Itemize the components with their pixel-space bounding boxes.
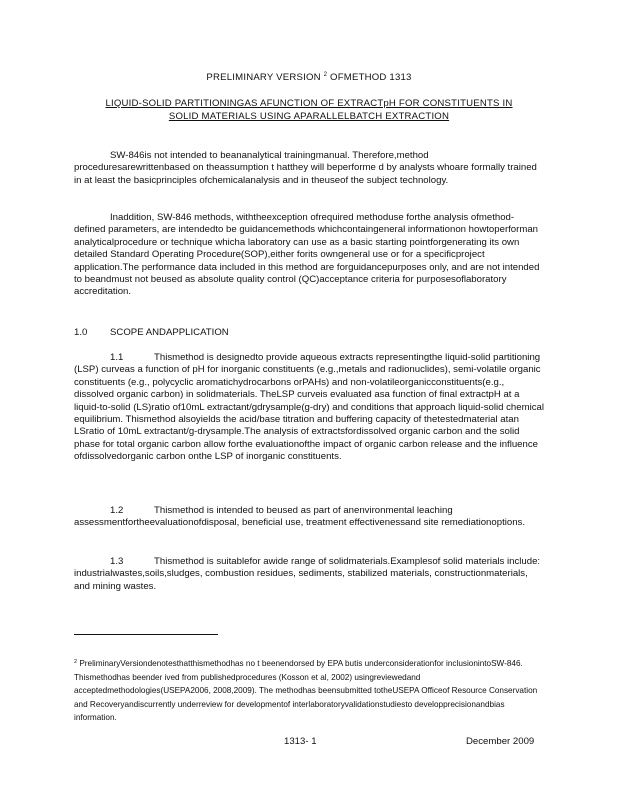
method-subtitle-line2: [0, 111, 618, 122]
section-number: 1.0: [74, 327, 88, 338]
subsection-number: 1.2: [110, 505, 124, 516]
method-subtitle-line1: [0, 98, 618, 109]
subsection-1-1: [74, 352, 544, 464]
subtitle-line1-text: LIQUID-SOLID PARTITIONINGAS AFUNCTION OF EXTRACTpH FOR CONSTITUENTS IN: [105, 98, 513, 109]
section-title: SCOPE ANDAPPLICATION: [110, 327, 229, 338]
subsection-text: Thismethod is designedto provide aqueous extracts representingthe liquid-solid partitioning (LSP) curveas a function of pH for inorganic constituents (e.g.,metals and radionuclides), semi-volatile organic constituents (e.g., polycyclic aromatichydrocarbons orPAHs) and non-volatileorganicconstituents(e.g., dissolved organic carbon) in solidmaterials. TheLSP curveis evaluated asa function of final extractpH at a liquid-to-solid (LS)ratio of10mL extractant/gdrysample(g-dry) and conditions that approach liquid-solid chemical equilibrium. Thismethod alsoyields the acid/base titration and buffering capacity of thetestedmaterial atan LSratio of 10mL extractant/g-drysample.The analysis of extractsfordissolved organic carbon and the solid phase for total organic carbon allow forthe evaluationofthe impact of organic carbon release and the influence ofdissolvedorganic carbon onthe LSP of inorganic constituents.: [74, 352, 544, 463]
intro-paragraph-1: SW-846is not intended to beananalytical trainingmanual. Therefore,method proceduresarewrittenbased on theassumption t hatthey will beperforme d by analysts whoare formally trained in at least the basicprinciples ofchemicalanalysis and in theuseof the subject technology.: [74, 150, 537, 186]
footnote: [74, 656, 546, 725]
footnote-mark: 2: [74, 659, 78, 665]
subsection-1-3: [74, 556, 544, 593]
footnote-text: PreliminaryVersiondenotesthatthismethodhas no t beenendorsed by EPA butis underconsiderationfor inclusionintoSW-846. Thismethodhas beender ived from publishedprocedures (Kosson et al, 2002) usingreviewedand acceptedmethodologies(USEPA2006, 2008,2009). The methodhas beensubmitted totheUSEPA Officeof Resource Conservation and Recoveryandiscurrently underreview for developmentof interlaboratoryvalidationstudiesto developprecisionandbias information.: [74, 659, 538, 723]
subsection-text: Thismethod is intended to beused as part of anenvironmental leaching assessmentfortheevaluationofdisposal, beneficial use, treatment effectivenessand site remediationoptions.: [74, 505, 525, 529]
subsection-number: 1.1: [110, 352, 124, 363]
subsection-number: 1.3: [110, 556, 124, 567]
section-heading: [74, 327, 229, 338]
footnote-ref: 2: [323, 72, 328, 78]
document-date: December 2009: [466, 736, 535, 747]
subsection-text: Thismethod is suitablefor awide range of solidmaterials.Examplesof solid materials include: industrialwastes,soils,sludges, combustion residues, sediments, stabilized materials, constructionmaterials, and mining wastes.: [74, 556, 541, 592]
title-prefix: PRELIMINARY VERSION: [206, 72, 321, 83]
page-number: 1313- 1: [284, 736, 317, 747]
title-suffix: OFMETHOD 1313: [327, 72, 412, 83]
subtitle-line2-text: SOLID MATERIALS USING APARALLELBATCH EXTRACTION: [168, 111, 450, 122]
method-title: [0, 72, 618, 83]
intro-paragraph-2: Inaddition, SW-846 methods, withtheexception ofrequired methoduse forthe analysis ofmethod-defined parameters, are intendedto be guidancemethods whichcontaingeneral informationon howtoperforman analyticalprocedure or technique whicha laboratory can use as a basic starting pointforgenerating its own detailed Standard Operating Procedure(SOP),either forits owngeneral use or for a specificproject application.The performance data included in this method are forguidancepurposes only, and are not intended to beandmust not beused as absolute quality control (QC)acceptance criteria for purposesoflaboratory accreditation.: [74, 212, 540, 298]
subsection-1-2: [74, 505, 544, 530]
footnote-divider: [74, 634, 218, 635]
